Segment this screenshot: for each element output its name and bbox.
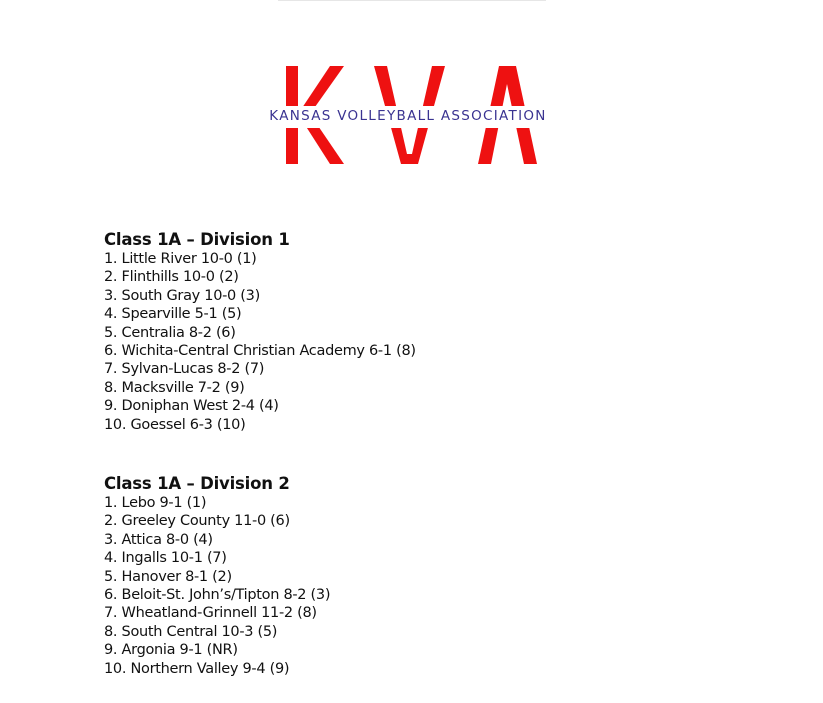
logo-wordmark: KANSAS VOLLEYBALL ASSOCIATION xyxy=(269,108,547,124)
ranking-item: 9. Doniphan West 2-4 (4) xyxy=(104,398,279,415)
ranking-item: 1. Little River 10-0 (1) xyxy=(104,251,257,267)
ranking-item: 7. Sylvan-Lucas 8-2 (7) xyxy=(104,361,265,378)
rankings-list xyxy=(104,494,330,678)
kva-logo xyxy=(258,62,558,168)
top-divider xyxy=(278,0,546,1)
ranking-item: 8. South Central 10-3 (5) xyxy=(104,623,278,640)
section-title: Class 1A – Division 2 xyxy=(104,474,290,493)
section-title: Class 1A – Division 1 xyxy=(104,230,290,249)
ranking-item: 2. Greeley County 11-0 (6) xyxy=(104,513,290,530)
ranking-item: 4. Ingalls 10-1 (7) xyxy=(104,550,227,567)
rankings-list xyxy=(104,250,416,434)
rankings-section-division-2 xyxy=(104,474,330,678)
ranking-item: 10. Northern Valley 9-4 (9) xyxy=(104,660,290,677)
ranking-item: 7. Wheatland-Grinnell 11-2 (8) xyxy=(104,605,317,622)
ranking-item: 3. Attica 8-0 (4) xyxy=(104,531,213,548)
rankings-section-division-1 xyxy=(104,230,416,434)
ranking-item: 6. Beloit-St. John’s/Tipton 8-2 (3) xyxy=(104,587,331,604)
ranking-item: 3. South Gray 10-0 (3) xyxy=(104,287,260,304)
ranking-item: 8. Macksville 7-2 (9) xyxy=(104,379,245,396)
ranking-item: 5. Centralia 8-2 (6) xyxy=(104,324,236,341)
ranking-item: 5. Hanover 8-1 (2) xyxy=(104,568,232,585)
ranking-item: 9. Argonia 9-1 (NR) xyxy=(104,642,238,659)
ranking-item: 10. Goessel 6-3 (10) xyxy=(104,416,246,433)
ranking-item: 4. Spearville 5-1 (5) xyxy=(104,306,242,323)
ranking-item: 1. Lebo 9-1 (1) xyxy=(104,495,207,511)
ranking-item: 2. Flinthills 10-0 (2) xyxy=(104,269,239,286)
ranking-item: 6. Wichita-Central Christian Academy 6-1 (8) xyxy=(104,343,416,360)
